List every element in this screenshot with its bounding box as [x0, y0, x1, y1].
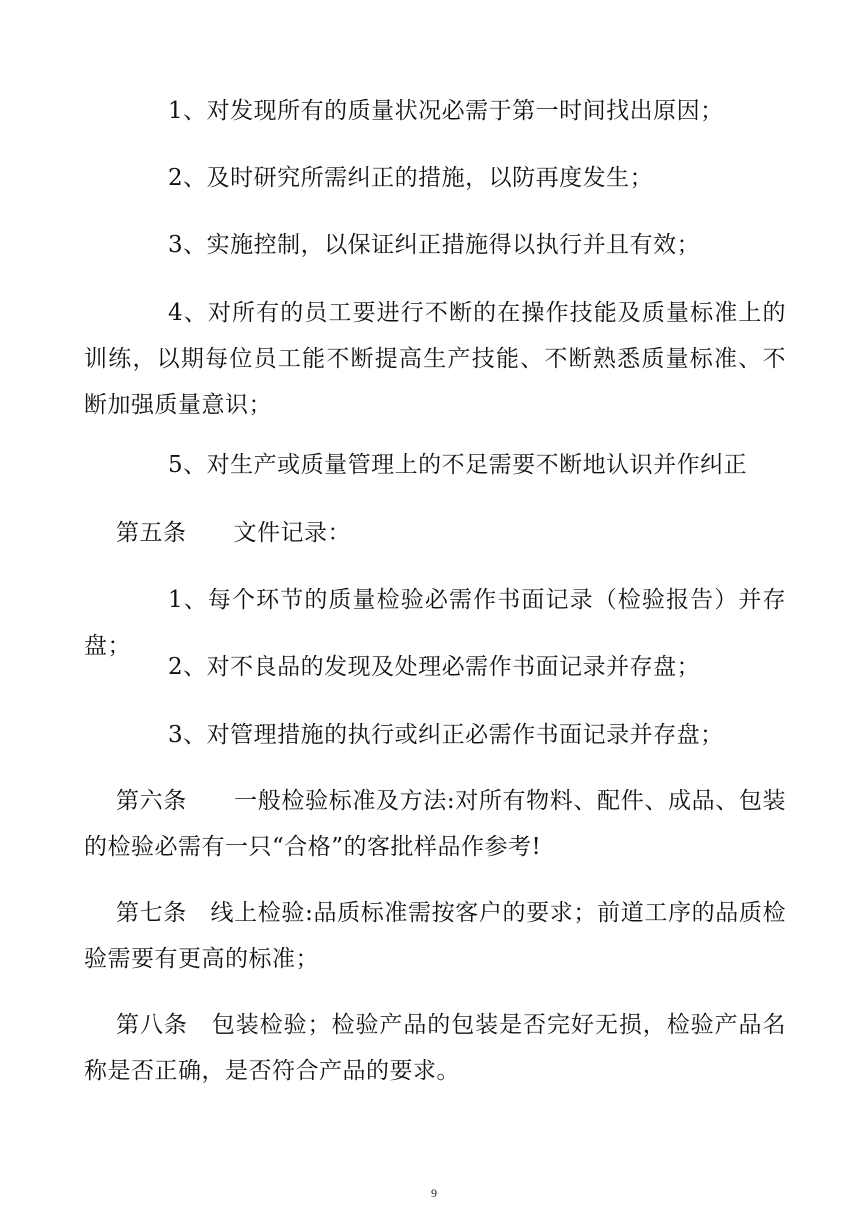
paragraph-item-2: 2、及时研究所需纠正的措施，以防再度发生；: [168, 165, 654, 191]
section-6: 第六条 一般检验标准及方法:对所有物料、配件、成品、包装的检验必需有一只“合格”的客批样品作参考!: [84, 788, 786, 860]
paragraph-item-5: 5、对生产或质量管理上的不足需要不断地认识并作纠正: [168, 452, 748, 478]
page-number: 9: [431, 1186, 437, 1200]
section-7: 第七条 线上检验:品质标准需按客户的要求；前道工序的品质检验需要有更高的标准；: [84, 900, 786, 972]
paragraph-item-3: 3、实施控制，以保证纠正措施得以执行并且有效；: [168, 232, 701, 258]
paragraph-record-3: 3、对管理措施的执行或纠正必需作书面记录并存盘；: [168, 722, 724, 748]
paragraph-record-2: 2、对不良品的发现及处理必需作书面记录并存盘；: [168, 654, 701, 680]
paragraph-record-1: 1、每个环节的质量检验必需作书面记录（检验报告）并存盘；: [84, 587, 786, 659]
paragraph-item-4: 4、对所有的员工要进行不断的在操作技能及质量标准上的训练，以期每位员工能不断提高生产技能、不断熟悉质量标准、不断加强质量意识；: [84, 300, 786, 418]
paragraph-item-1: 1、对发现所有的质量状况必需于第一时间找出原因；: [168, 98, 724, 124]
section-8: 第八条 包装检验；检验产品的包装是否完好无损，检验产品名称是否正确，是否符合产品的要求。: [84, 1012, 786, 1084]
section-heading-5: 第五条 文件记录：: [116, 520, 351, 546]
